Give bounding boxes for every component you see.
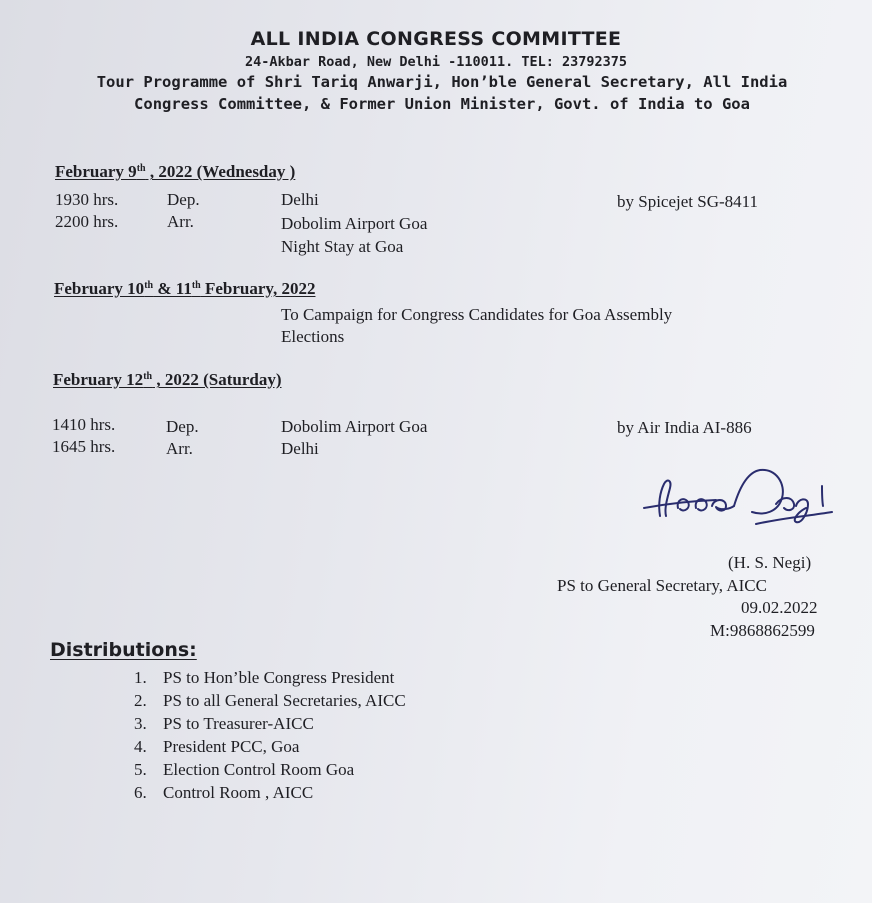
signatory-mobile: M:9868862599	[710, 621, 815, 640]
day3-flight: by Air India AI-886	[617, 418, 752, 437]
list-item: 4. President PCC, Goa	[134, 737, 300, 756]
signatory-date: 09.02.2022	[741, 598, 818, 617]
day3-time: 1410 hrs.	[52, 415, 116, 434]
signatory-designation: PS to General Secretary, AICC	[557, 576, 767, 595]
day1-place: Delhi	[281, 190, 319, 209]
day1-place: Dobolim Airport Goa	[281, 214, 428, 233]
day1-note: Night Stay at Goa	[281, 237, 404, 256]
distributions-title: Distributions:	[50, 639, 197, 661]
signatory-name: (H. S. Negi)	[728, 553, 812, 572]
day3-time: 1645 hrs.	[52, 437, 116, 456]
day3-place: Dobolim Airport Goa	[281, 417, 428, 436]
list-item: 5. Election Control Room Goa	[134, 760, 355, 779]
day1-time: 1930 hrs.	[55, 190, 119, 209]
organization-address: 24-Akbar Road, New Delhi -110011. TEL: 23792375	[244, 54, 627, 70]
list-item: 2. PS to all General Secretaries, AICC	[134, 691, 406, 710]
day3-type: Dep.	[166, 417, 199, 436]
tour-title: Tour Programme of Shri Tariq Anwarji, Hon’ble General Secretary, All India Congress Committee, & Former Union Minister, Govt. of India to Goa	[96, 73, 788, 113]
handwritten-signature	[636, 464, 841, 534]
day1-type: Arr.	[167, 212, 194, 231]
day2-activity-cont: Elections	[281, 327, 345, 346]
day1-time: 2200 hrs.	[55, 212, 119, 231]
day1-type: Dep.	[167, 190, 200, 209]
list-item: 3. PS to Treasurer-AICC	[134, 714, 314, 733]
list-item: 6. Control Room , AICC	[134, 783, 314, 802]
day3-date: February 12th , 2022 (Saturday)	[53, 370, 282, 389]
day3-place: Delhi	[281, 439, 319, 458]
organization-title: ALL INDIA CONGRESS COMMITTEE	[250, 28, 622, 50]
day2-activity: To Campaign for Congress Candidates for Goa Assembly	[281, 305, 673, 324]
day2-date: February 10th & 11th February, 2022	[54, 279, 316, 298]
day3-type: Arr.	[166, 439, 193, 458]
list-item: 1. PS to Hon’ble Congress President	[134, 668, 395, 687]
distribution-list	[134, 666, 406, 804]
day1-date: February 9th , 2022 (Wednesday )	[55, 162, 296, 181]
day1-flight: by Spicejet SG-8411	[617, 192, 759, 211]
